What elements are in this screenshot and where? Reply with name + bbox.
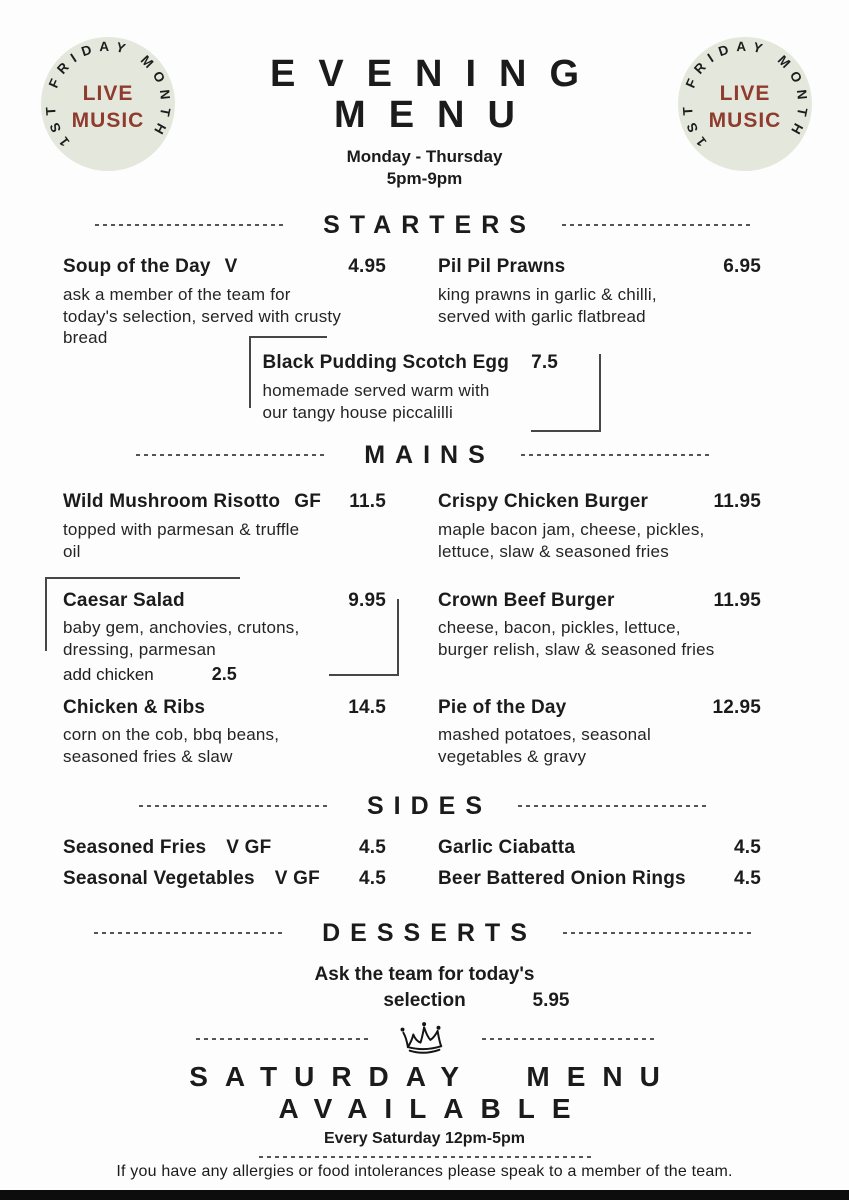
item-price: 5.95 [532,989,570,1011]
dashed-divider [94,932,286,934]
section-heading-desserts [0,918,849,948]
starters-items [0,255,849,349]
section-heading-mains [0,440,849,470]
item-description: cheese, bacon, pickles, lettuce, [438,618,681,638]
menu-item-chicken-and-ribs [63,696,386,768]
item-price: 4.5 [733,836,761,858]
live-music-badge [677,36,813,172]
item-name: Chicken & Ribs [63,696,206,718]
menu-item-black-pudding-scotch-egg [249,351,601,423]
item-price: 4.95 [348,256,386,278]
item-name: Crispy Chicken Burger [438,491,649,513]
menu-item-pil-pil-prawns [438,255,761,349]
dashed-divider [95,224,287,226]
crown-divider [0,1019,849,1059]
addon-price: 2.5 [211,663,237,684]
item-price: 11.95 [713,589,761,611]
dashed-divider [521,454,713,456]
item-description: bread [63,328,108,348]
item-price: 4.5 [733,867,761,889]
item-price: 14.5 [348,696,386,718]
menu-item-crispy-chicken-burger [438,490,761,562]
side-item-seasonal-vegetables [63,868,386,890]
item-name: Pil Pil Prawns [438,256,566,278]
dessert-text-line2 [0,988,849,1014]
item-description: baby gem, anchovies, crutons, [63,618,300,638]
item-description: vegetables & gravy [438,747,587,767]
badge-arc-text: 1ST FRIDAY MONTH [679,38,811,150]
item-description: homemade served warm with [262,380,490,400]
item-description: topped with parmesan & truffle [63,520,300,540]
item-name: Seasonal Vegetables [63,867,255,889]
dietary-tag: V GF [226,836,272,858]
side-item-garlic-ciabatta [438,837,761,859]
dietary-tag: V [224,256,238,278]
item-price: 11.95 [713,491,761,513]
serving-hours: 5pm-9pm [386,169,463,189]
item-description: mashed potatoes, seasonal [438,725,651,745]
section-heading-sides [0,791,849,821]
badge-arc-text: 1ST FRIDAY MONTH [42,38,174,150]
addon-row [63,664,386,685]
bottom-black-bar [0,1190,849,1200]
menu-item-dessert-selection [0,962,849,1013]
item-name: Caesar Salad [63,589,185,611]
dashed-divider [518,805,710,807]
allergy-note: If you have any allergies or food intolerances please speak to a member of the team. [116,1162,733,1180]
item-name: Garlic Ciabatta [438,836,576,858]
item-description: burger relish, slaw & seasoned fries [438,640,715,659]
crown-icon [398,1019,452,1059]
side-item-beer-battered-onion-rings [438,868,761,890]
item-description: seasoned fries & slaw [63,747,233,767]
item-name: Pie of the Day [438,696,567,718]
item-description: corn on the cob, bbq beans, [63,725,280,745]
item-description: king prawns in garlic & chilli, [438,284,657,304]
item-price: 4.5 [358,836,386,858]
item-description: lettuce, slaw & seasoned fries [438,541,669,561]
page-title-line2: MENU [334,94,538,137]
side-item-seasoned-fries [63,837,386,859]
item-name: Soup of the Day [63,256,211,278]
item-name: Black Pudding Scotch Egg [262,352,510,374]
dietary-tag: GF [294,491,322,513]
dashed-divider [139,805,331,807]
item-description: today's selection, served with crusty [63,306,342,326]
item-description: dressing, parmesan [63,640,216,659]
item-description: oil [63,541,81,561]
menu-item-wild-mushroom-risotto [63,490,386,562]
item-price: 4.5 [358,867,386,889]
item-name: Crown Beef Burger [438,589,615,611]
menu-item-crown-beef-burger [438,589,761,685]
item-price: 12.95 [712,696,761,718]
saturday-menu-line1: SATURDAY MENU [189,1061,677,1093]
section-title: SIDES [366,791,493,820]
item-name: Seasoned Fries [63,836,207,858]
mains-row [0,589,849,685]
badge-live-text: LIVE [82,82,134,105]
section-heading-starters [0,210,849,240]
item-description: maple bacon jam, cheese, pickles, [438,520,705,540]
dessert-text-line1: Ask the team for today's [314,963,535,985]
section-title: MAINS [364,441,495,470]
dietary-tag: V GF [274,867,320,889]
mains-row [0,490,849,562]
menu-item-soup-of-the-day [63,255,386,349]
item-description: served with garlic flatbread [438,306,646,326]
dashed-divider [562,224,754,226]
live-music-badge [40,36,176,172]
saturday-menu-line2: AVAILABLE [278,1092,588,1124]
item-price: 7.5 [531,352,559,374]
menu-item-pie-of-the-day [438,696,761,768]
dashed-divider [482,1038,654,1040]
item-name: Beer Battered Onion Rings [438,867,686,889]
item-description: ask a member of the team for [63,284,291,304]
menu-item-caesar-salad [63,589,386,685]
section-title: STARTERS [323,211,536,240]
badge-music-text: MUSIC [708,109,782,132]
dashed-divider [136,454,328,456]
item-name: Wild Mushroom Risotto [63,491,281,513]
page-title-line1: EVENING [269,53,603,95]
saturday-hours: Every Saturday 12pm-5pm [324,1129,525,1147]
dashed-divider [563,932,755,934]
dashed-divider [196,1038,368,1040]
dessert-selection-label: selection [383,989,466,1011]
section-title: DESSERTS [322,918,537,947]
badge-music-text: MUSIC [71,109,145,132]
serving-days: Monday - Thursday [346,147,503,167]
badge-live-text: LIVE [719,82,771,105]
addon-label: add chicken [63,664,154,684]
sides-items [0,837,849,890]
item-price: 9.95 [348,589,386,611]
dashed-divider [259,1156,591,1158]
item-price: 6.95 [723,256,761,278]
item-price: 11.5 [349,491,386,513]
mains-row [0,696,849,768]
item-description: our tangy house piccalilli [262,402,453,422]
